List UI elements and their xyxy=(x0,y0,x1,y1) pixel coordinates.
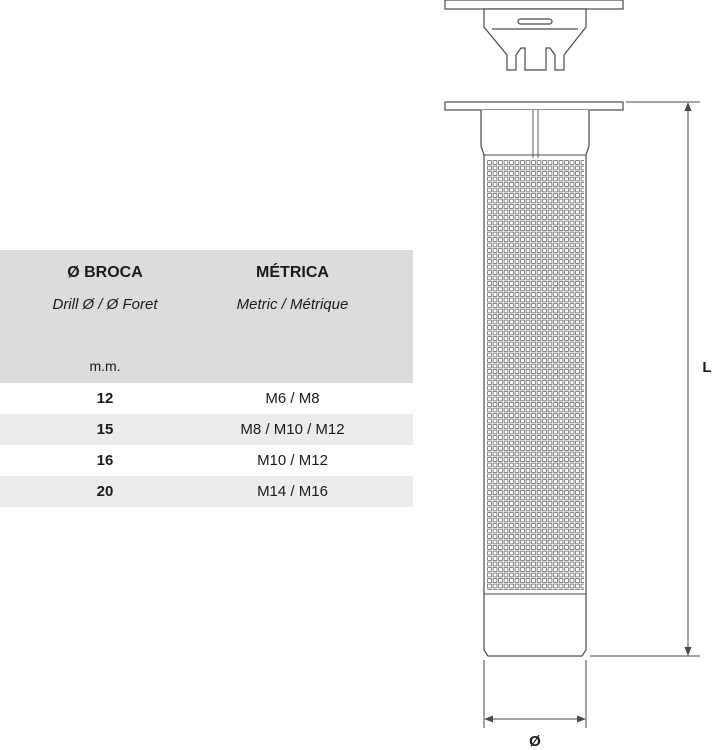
drill-cell: 16 xyxy=(96,452,114,469)
drill-cell: 12 xyxy=(96,390,114,407)
drill-header-title: Ø BROCA xyxy=(67,264,143,281)
length-label: L xyxy=(702,359,712,376)
drill-cell: 15 xyxy=(96,421,114,438)
diameter-dimension xyxy=(484,660,586,728)
sleeve-cap xyxy=(445,0,623,70)
metric-cell: M8 / M10 / M12 xyxy=(240,421,345,438)
metric-cell: M14 / M16 xyxy=(257,483,328,500)
metric-cell: M10 / M12 xyxy=(257,452,328,469)
length-dimension xyxy=(590,102,700,656)
metric-header-subtitle: Metric / Métrique xyxy=(236,296,349,313)
drill-header-subtitle: Drill Ø / Ø Foret xyxy=(52,296,158,313)
diameter-label: Ø xyxy=(529,733,541,750)
metric-cell: M6 / M8 xyxy=(265,390,320,407)
drill-unit-label: m.m. xyxy=(89,358,121,374)
drill-cell: 20 xyxy=(96,483,114,500)
metric-header-title: MÉTRICA xyxy=(256,264,329,281)
sleeve-body xyxy=(445,102,623,656)
